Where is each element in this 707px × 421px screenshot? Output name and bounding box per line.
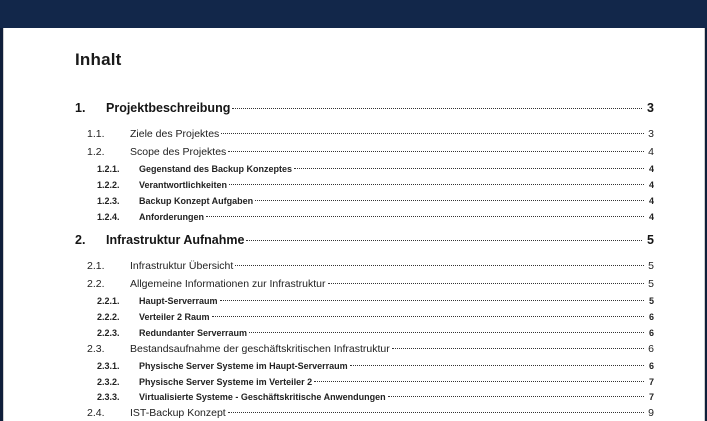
toc-entry-page: 7: [648, 377, 654, 387]
toc-entry-number: 1.2.3.: [97, 196, 120, 206]
toc-entry[interactable]: [97, 312, 654, 322]
toc-entry[interactable]: [97, 212, 654, 222]
toc-entry[interactable]: [87, 407, 654, 419]
toc-entry-title: Infrastruktur Aufnahme: [106, 233, 245, 247]
toc-entry-title: Scope des Projektes: [130, 146, 227, 158]
dot-leader: [206, 216, 644, 217]
toc-entry-title: Infrastruktur Übersicht: [130, 260, 234, 272]
toc-entry-number: 2.2.2.: [97, 312, 120, 322]
toc-entry-page: 3: [648, 128, 654, 140]
toc-heading: Inhalt: [75, 50, 122, 69]
dot-leader: [228, 412, 644, 413]
toc-entry[interactable]: [97, 196, 654, 206]
toc-entry-page: 5: [648, 260, 654, 272]
toc-entry-page: 9: [648, 407, 654, 419]
dot-leader: [229, 184, 644, 185]
dot-leader: [294, 168, 644, 169]
dot-leader: [235, 265, 644, 266]
document-page: [3, 28, 705, 421]
toc-entry-number: 2.3.2.: [97, 377, 120, 387]
toc-entry[interactable]: [75, 233, 654, 247]
toc-entry-title: Allgemeine Informationen zur Infrastruktur: [130, 278, 326, 290]
toc-entry-title: Verantwortlichkeiten: [139, 180, 228, 190]
toc-entry-page: 7: [648, 392, 654, 402]
dot-leader: [350, 365, 644, 366]
toc-entry-number: 1.: [75, 101, 86, 115]
toc-entry-number: 1.2.1.: [97, 164, 120, 174]
toc-entry[interactable]: [75, 101, 654, 115]
toc-entry[interactable]: [97, 328, 654, 338]
dot-leader: [392, 348, 644, 349]
dot-leader: [255, 200, 644, 201]
toc-entry-number: 2.2.3.: [97, 328, 120, 338]
toc-entry-number: 2.3.: [87, 343, 105, 355]
toc-entry-number: 1.2.2.: [97, 180, 120, 190]
toc-entry-title: Haupt-Serverraum: [139, 296, 218, 306]
dot-leader: [232, 108, 642, 109]
toc-entry-page: 5: [647, 233, 654, 247]
toc-entry-page: 4: [648, 212, 654, 222]
toc-entry-number: 2.3.1.: [97, 361, 120, 371]
toc-entry-title: Physische Server Systeme im Haupt-Serverraum: [139, 361, 348, 371]
toc-entry-page: 5: [648, 296, 654, 306]
toc-entry[interactable]: [97, 392, 654, 402]
dot-leader: [221, 133, 644, 134]
dot-leader: [388, 396, 644, 397]
toc-entry-page: 6: [648, 328, 654, 338]
toc-entry-number: 2.1.: [87, 260, 105, 272]
toc-entry-title: Bestandsaufnahme der geschäftskritischen Infrastruktur: [130, 343, 390, 355]
toc-entry-title: Gegenstand des Backup Konzeptes: [139, 164, 293, 174]
dot-leader: [212, 316, 644, 317]
dot-leader: [246, 240, 642, 241]
dot-leader: [220, 300, 644, 301]
toc-entry-page: 6: [648, 361, 654, 371]
toc-entry[interactable]: [97, 361, 654, 371]
toc-entry-number: 2.4.: [87, 407, 105, 419]
toc-entry-page: 4: [648, 146, 654, 158]
toc-entry-number: 2.: [75, 233, 86, 247]
toc-entry-title: Virtualisierte Systeme - Geschäftskritische Anwendungen: [139, 392, 386, 402]
toc-entry-number: 1.2.4.: [97, 212, 120, 222]
toc-entry-number: 1.1.: [87, 128, 105, 140]
toc-entry[interactable]: [87, 343, 654, 355]
toc-entry-title: Ziele des Projektes: [130, 128, 220, 140]
toc-entry[interactable]: [87, 146, 654, 158]
toc-entry-number: 1.2.: [87, 146, 105, 158]
toc-entry-number: 2.3.3.: [97, 392, 120, 402]
toc-entry[interactable]: [97, 377, 654, 387]
toc-entry[interactable]: [97, 180, 654, 190]
toc-entry[interactable]: [97, 296, 654, 306]
toc-entry-page: 4: [648, 164, 654, 174]
document-header-band: [0, 0, 707, 28]
toc-entry-title: Backup Konzept Aufgaben: [139, 196, 254, 206]
toc-entry-number: 2.2.: [87, 278, 105, 290]
toc-entry[interactable]: [87, 260, 654, 272]
toc-entry-page: 4: [648, 196, 654, 206]
toc-entry-page: 4: [648, 180, 654, 190]
toc-entry-number: 2.2.1.: [97, 296, 120, 306]
toc-entry-page: 6: [648, 312, 654, 322]
toc-entry-title: Redundanter Serverraum: [139, 328, 248, 338]
toc-entry[interactable]: [97, 164, 654, 174]
toc-entry-page: 6: [648, 343, 654, 355]
dot-leader: [328, 283, 644, 284]
dot-leader: [249, 332, 644, 333]
toc-entry[interactable]: [87, 278, 654, 290]
toc-entry-title: Anforderungen: [139, 212, 204, 222]
toc-entry-title: Verteiler 2 Raum: [139, 312, 210, 322]
dot-leader: [314, 381, 644, 382]
toc-entry-title: IST-Backup Konzept: [130, 407, 226, 419]
toc-entry-page: 3: [647, 101, 654, 115]
dot-leader: [228, 151, 644, 152]
toc-entry-page: 5: [648, 278, 654, 290]
toc-entry[interactable]: [87, 128, 654, 140]
toc-entry-title: Projektbeschreibung: [106, 101, 231, 115]
toc-entry-title: Physische Server Systeme im Verteiler 2: [139, 377, 313, 387]
